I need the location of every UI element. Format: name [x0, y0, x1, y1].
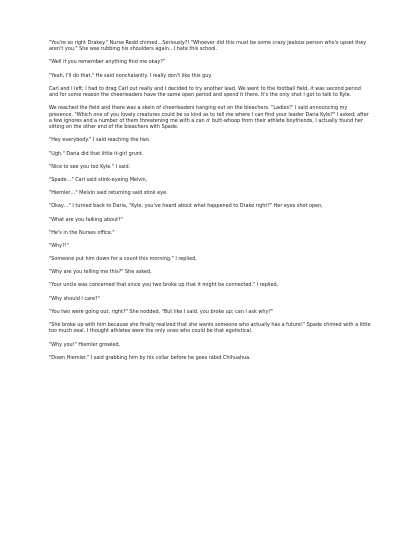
paragraph: "Your uncle was concerned that since you two broke up that it might be connected." I replied,	[49, 282, 279, 289]
paragraph: "You two were going out, right?" She nodded, "But like I said, you broke up; can I ask why?"	[49, 308, 274, 315]
paragraph: We reached the field and there was a skein of cheerleaders hanging out on the bleachers. "Ladies!" I said announcing my presence. "Which one of you lovely creatures could be so kind as to tell me where I can find your leader Daria Kyle?" I asked; after a few ignores and a number of them threatening me with a can o' butt-whoop from their athlete boyfriends, I actually found her sitting on the other end of the bleachers with Spade.	[49, 105, 369, 131]
paragraph: "Okay…" I turned back to Daria, "Kyle, you've heard about what happened to Drake right?" Her eyes shot open,	[49, 203, 323, 210]
paragraph: "Down Hiemler." I said grabbing him by his collar before he goes rabid Chihuahua.	[49, 354, 251, 361]
paragraph: "She broke up with him because she finally realized that she wants someone who actually has a future!" Spade chimed with a little too much zeal. I thought athletes were the only ones who could be that egotistical.	[49, 322, 371, 335]
paragraph: "Why you!" Hiemler growled,	[49, 341, 121, 348]
paragraph: "Why are you telling me this?" She asked,	[49, 269, 152, 276]
paragraph: "Someone put him down for a count this morning." I replied,	[49, 256, 197, 263]
paragraph: "Spade…" Carl said stink-eyeing Melvin,	[49, 176, 148, 183]
paragraph: "Hiemler…" Melvin said returning said stink eye.	[49, 190, 168, 197]
paragraph: "You're so right Drakey." Nurse Redd chimed…Seriously?! "Whoever did this must be some crazy jealous person who's upset they aren't you." She was rubbing his shoulders again…I hate this school.	[49, 40, 367, 53]
paragraph: "Hey everybody." I said reaching the two.	[49, 137, 151, 144]
paragraph: "He's in the Nurses office."	[49, 229, 115, 236]
paragraph: "Nice to see you too Kyle." I said.	[49, 163, 131, 170]
paragraph: "Why?!"	[49, 242, 69, 249]
paragraph: "Well if you remember anything find me okay?"	[49, 59, 166, 66]
paragraph: "What are you talking about?"	[49, 216, 123, 223]
paragraph: "Yeah, I'll do that." He said nonchalantly. I really don't like this guy.	[49, 72, 213, 79]
document-page	[49, 40, 371, 368]
paragraph: "Ugh." Daria did that little it-girl grunt.	[49, 150, 144, 157]
paragraph: "Why should I care?"	[49, 295, 100, 302]
paragraph: Carl and I left; I had to drag Carl out really and I decided to try another lead. We went to the football field, it was second period and for some reason the cheerleaders have the same open period and spend it there. It's the only shot I got to talk to Kyle.	[49, 85, 361, 99]
